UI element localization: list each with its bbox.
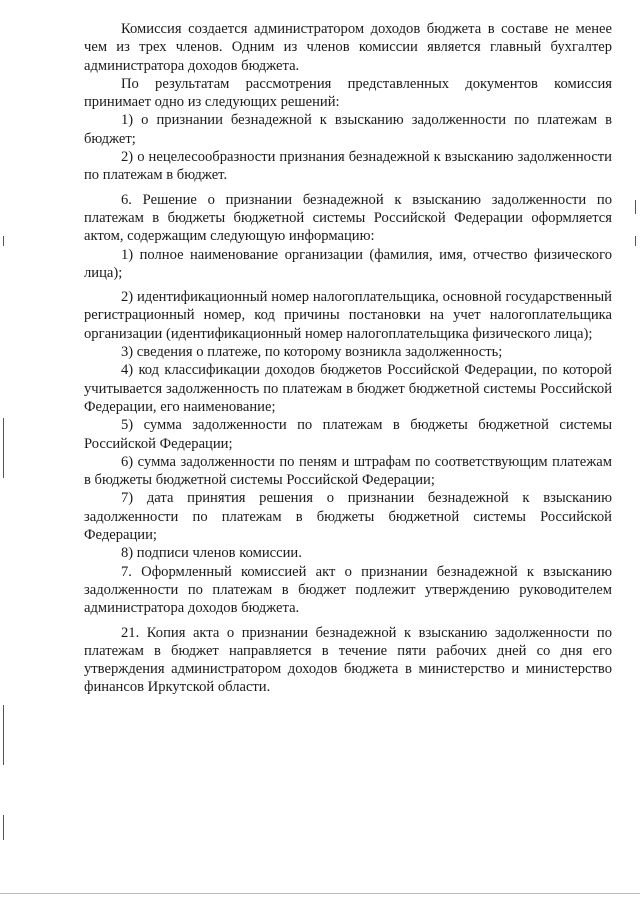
scan-mark-left-3	[3, 705, 4, 765]
paragraph-item-3: 3) сведения о платеже, по которому возникла задолженность;	[121, 344, 503, 361]
paragraph-section-7: 7. Оформленный комиссией акт о признании безнадежной к взысканию задолженности по платежам в бюджет подлежит утверждению руководителем администратора доходов бюджета.	[84, 563, 612, 617]
paragraph-item-2: 2) идентификационный номер налогоплательщика, основной государственный регистрационный номер, код причины постановки на учет налогоплательщика организации (идентификационный номер налогоплательщика физического лица);	[84, 289, 612, 342]
paragraph-decision-2: 2) о нецелесообразности признания безнадежной к взысканию задолженности по платежам в бюджет.	[84, 149, 612, 184]
paragraph-section-6: 6. Решение о признании безнадежной к взысканию задолженности по платежам в бюджеты бюджетной системы Российской Федерации оформляется актом, содержащим следующую информацию:	[84, 191, 612, 245]
paragraph-item-6: 6) сумма задолженности по пеням и штрафам по соответствующим платежам в бюджеты бюджетной системы Российской Федерации;	[84, 453, 612, 489]
paragraph-section-21: 21. Копия акта о признании безнадежной к взысканию задолженности по платежам в бюджет направляется в течение пяти рабочих дней со дня его утверждения администратором доходов бюджета в министерство и министерство финансов Иркутской области.	[84, 624, 612, 696]
paragraph-item-5: 5) сумма задолженности по платежам в бюджеты бюджетной системы Российской Федерации;	[84, 417, 612, 452]
paragraph-item-8: 8) подписи членов комиссии.	[121, 545, 302, 562]
scan-mark-left-4	[3, 815, 4, 840]
paragraph-item-1: 1) полное наименование организации (фамилия, имя, отчество физического лица);	[84, 246, 612, 281]
document-body	[84, 20, 612, 697]
paragraph-decision-1: 1) о признании безнадежной к взысканию задолженности по платежам в бюджет;	[84, 112, 612, 147]
scan-mark-right-1	[635, 200, 636, 214]
scan-edge-bottom	[0, 893, 640, 894]
scan-mark-right-2	[635, 236, 636, 246]
paragraph-item-7: 7) дата принятия решения о признании безнадежной к взысканию задолженности по платежам в бюджеты бюджетной системы Российской Федерации;	[84, 490, 612, 544]
paragraph-item-4: 4) код классификации доходов бюджетов Российской Федерации, по которой учитывается задолженность по платежам в бюджет бюджетной системы Российской Федерации, его наименование;	[84, 362, 612, 415]
scan-mark-left-2	[3, 418, 4, 478]
scan-mark-left-1	[3, 236, 4, 246]
paragraph-commission-composition: Комиссия создается администратором доходов бюджета в составе не менее чем из трех членов. Одним из членов комиссии является главный бухгалтер администратора доходов бюджета.	[84, 21, 612, 74]
paragraph-review-results: По результатам рассмотрения представленных документов комиссия принимает одно из следующих решений:	[84, 75, 612, 111]
